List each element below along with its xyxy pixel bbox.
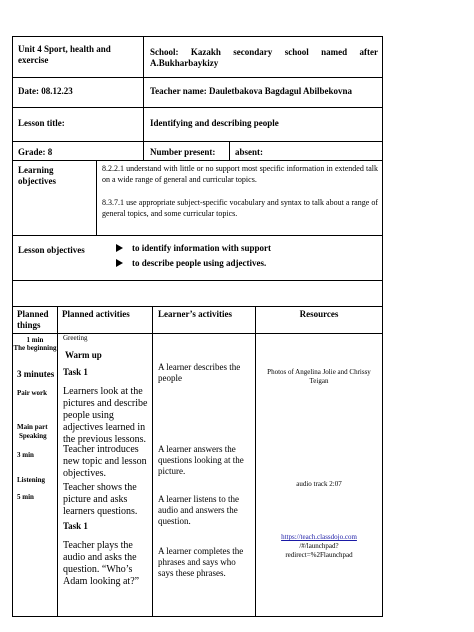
activity-play-audio: Teacher plays the audio and asks the question. “Who’s Adam looking at?” [63,540,140,587]
col-header-learner-activities: Learner’s activities [158,309,233,319]
resource-audio-track: audio track 2:07 [296,480,342,488]
table-border [12,36,383,37]
time-2: 3 minutes [17,369,55,379]
table-border [12,36,13,617]
stage-listening: Listening [17,476,46,484]
unit-title: Unit 4 Sport, health and exercise [18,44,111,65]
arrow-bullet-icon [116,244,123,252]
table-border [12,141,383,142]
lesson-title-label: Lesson title: [18,118,65,128]
lesson-objective-1-text: to identify information with support [132,243,272,253]
lesson-objective-2-text: to describe people using adjectives. [132,258,267,268]
table-border [12,280,383,281]
learning-objective-2: 8.3.7.1 use appropriate subject-specific vocabulary and syntax to talk about a range of general topics, and some curricular topics. [102,198,378,218]
lesson-objectives-label: Lesson objectives [18,245,85,255]
table-border [12,616,383,617]
col-header-resources: Resources [299,309,339,319]
lesson-objective-2 [116,258,266,269]
time-4: 5 min [17,493,34,501]
activity-task-1b: Task 1 [63,521,88,531]
learner-listens: A learner listens to the audio and answers the question. [158,494,239,526]
learner-answers: A learner answers the questions looking at the picture. [158,444,244,476]
table-border [12,77,383,78]
time-3: 3 min [17,451,34,459]
table-border [229,141,230,161]
table-border [57,306,58,617]
table-border [255,306,256,617]
col-header-planned-things: Planned things [17,309,49,330]
learner-describes: A learner describes the people [158,362,241,383]
activity-show-picture: Teacher shows the picture and asks learners questions. [63,482,138,517]
learner-completes: A learner completes the phrases and says who says these phrases. [158,546,244,578]
table-border [152,306,153,617]
teacher-name: Teacher name: Dauletbakova Bagdagul Abilbekovna [150,86,353,96]
stage-speaking: Speaking [19,432,47,440]
resource-photos: Photos of Angelina Jolie and Chrissy Teigan [267,368,371,385]
stage-beginning: The beginning [13,344,57,352]
activity-look-describe: Learners look at the pictures and describe people using adjectives learned in the previous lessons. [63,386,148,445]
activity-warm-up: Warm up [65,350,102,360]
activity-task-1a: Task 1 [63,367,88,377]
resource-classdojo-link[interactable]: https://teach.classdojo.com [281,533,357,541]
number-present-label: Number present: [150,147,216,157]
col-header-planned-activities: Planned activities [62,309,130,319]
school-name: School: Kazakh secondary school named after A.Bukharbaykizy [150,47,378,68]
table-border [12,107,383,108]
learning-objective-1: 8.2.2.1 understand with little or no support most specific information in extended talk on a wide range of general and curricular topics. [102,164,378,184]
activity-introduce-topic: Teacher introduces new topic and lesson objectives. [63,444,147,479]
table-border [12,160,383,161]
arrow-bullet-icon [116,259,123,267]
learning-objectives-label: Learning objectives [18,165,56,186]
resource-classdojo-path: /#/launchpad?redirect=%2Flaunchpad [285,542,353,559]
absent-label: absent: [235,147,264,157]
lesson-title-value: Identifying and describing people [150,118,279,128]
table-border [143,36,144,161]
time-1: 1 min [26,336,44,344]
activity-greeting: Greeting [63,334,88,342]
stage-main-part: Main part [17,423,48,431]
table-border [12,306,383,307]
stage-pair-work: Pair work [17,389,48,397]
lesson-objective-1 [116,243,271,254]
lesson-date: Date: 08.12.23 [18,86,73,96]
table-border [382,36,383,617]
grade-label: Grade: 8 [18,147,53,157]
table-border [12,235,383,236]
table-border [96,160,97,236]
